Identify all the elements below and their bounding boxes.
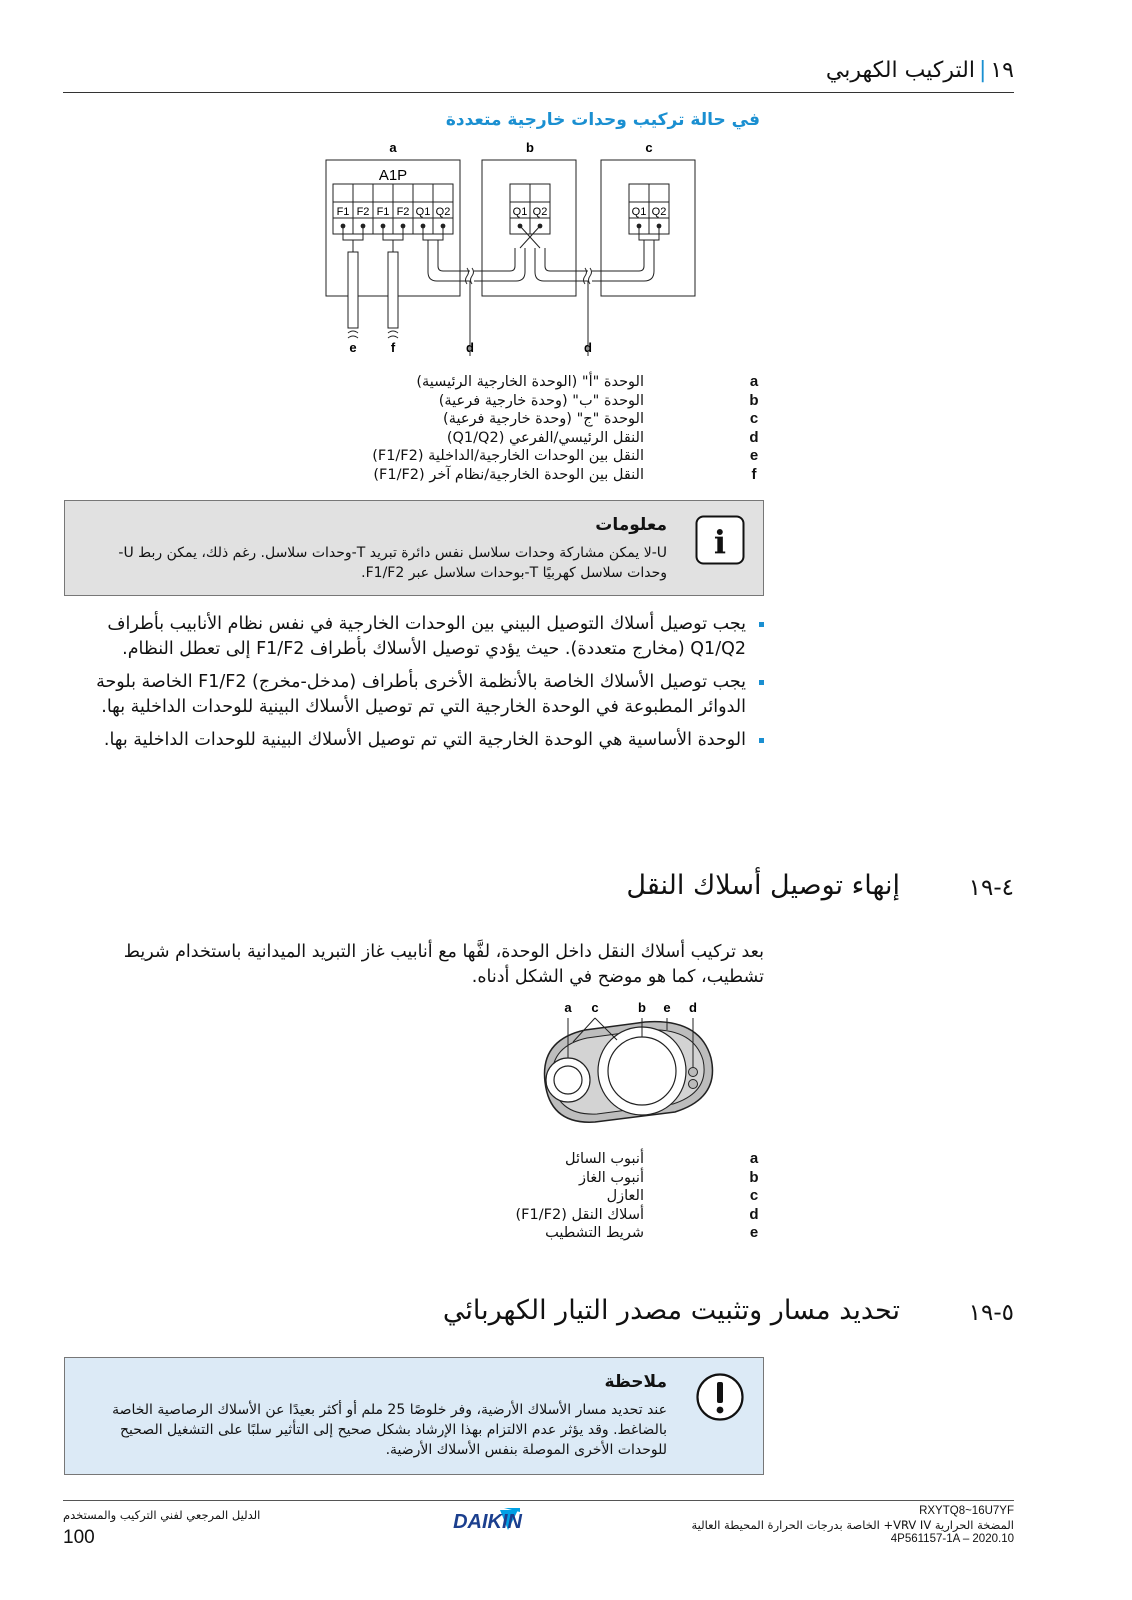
terminal-label: Q1 bbox=[512, 206, 528, 218]
legend-key: f bbox=[751, 465, 757, 483]
legend-key: a bbox=[749, 1150, 759, 1167]
legend-row bbox=[372, 392, 764, 411]
legend-key: b bbox=[749, 391, 759, 409]
legend-key: d bbox=[749, 428, 759, 446]
legend-text: شريط التشطيب bbox=[545, 1225, 644, 1241]
section-5-number: ٥-١٩ bbox=[968, 1300, 1014, 1326]
legend-text: الوحدة "أ" (الوحدة الخارجية الرئيسية) bbox=[416, 374, 644, 390]
footer-product-info bbox=[692, 1504, 1015, 1546]
unit-b-box bbox=[482, 160, 576, 296]
terminal-label: Q2 bbox=[435, 206, 451, 218]
section-4-paragraph: بعد تركيب أسلاك النقل داخل الوحدة، لفَّها مع أنابيب غاز التبريد الميدانية باستخدام شريط تشطيب، كما هو موضح في الشكل أدناه. bbox=[123, 942, 764, 987]
daikin-logo bbox=[453, 1508, 610, 1534]
pipe-label-a: a bbox=[564, 1000, 572, 1015]
terminal-label: F2 bbox=[356, 206, 370, 218]
legend-text: النقل بين الوحدات الخارجية/الداخلية (F1/F2) bbox=[372, 448, 644, 464]
wiring-diagram bbox=[320, 140, 720, 365]
svg-text:i: i bbox=[713, 523, 727, 561]
pipe-label-d: d bbox=[689, 1000, 697, 1015]
header-rule bbox=[63, 92, 1014, 93]
bullet-item: يجب توصيل الأسلاك الخاصة بالأنظمة الأخرى بأطراف (مدخل-مخرج) F1/F2 الخاصة بلوحة الدوائر المطبوعة في الوحدة الخارجية التي تم توصيل الأسلاك البينية للوحدات الداخلية بها. bbox=[80, 670, 764, 720]
footer-doc-code: 4P561157-1A – 2020.10 bbox=[890, 1533, 1014, 1545]
bullet-item: يجب توصيل أسلاك التوصيل البيني بين الوحدات الخارجية في نفس نظام الأنابيب بأطراف Q1/Q2 (مخارج متعددة). حيث يؤدي توصيل الأسلاك بأطراف F1/F2 إلى تعطل النظام. bbox=[80, 612, 764, 662]
section-4-number: ٤-١٩ bbox=[968, 875, 1014, 901]
terminal-label: F2 bbox=[396, 206, 410, 218]
legend-row bbox=[516, 1187, 765, 1206]
section-5-title: تحديد مسار وتثبيت مصدر التيار الكهربائي bbox=[442, 1295, 900, 1326]
terminal-label: Q1 bbox=[415, 206, 431, 218]
chapter-number: ١٩ bbox=[990, 58, 1014, 83]
legend-row bbox=[516, 1169, 765, 1188]
diagram-label-f: f bbox=[390, 340, 396, 355]
legend-key: c bbox=[749, 410, 759, 427]
page-header bbox=[826, 58, 1014, 83]
diagram-label-d2: d bbox=[584, 340, 592, 355]
info-box bbox=[64, 500, 764, 596]
pipe-bundle-diagram bbox=[525, 1000, 725, 1140]
legend-key: d bbox=[749, 1205, 759, 1223]
legend-text: الوحدة "ج" (وحدة خارجية فرعية) bbox=[443, 411, 644, 427]
info-title: معلومات bbox=[595, 515, 667, 535]
legend-text: النقل الرئيسي/الفرعي (Q1/Q2) bbox=[446, 429, 644, 446]
legend-row bbox=[372, 410, 764, 429]
note-box bbox=[64, 1357, 764, 1475]
legend-row bbox=[516, 1150, 765, 1169]
terminal-label: Q2 bbox=[651, 206, 667, 218]
chapter-title: التركيب الكهربي bbox=[825, 58, 975, 83]
legend-row bbox=[372, 373, 764, 392]
legend-key: a bbox=[749, 373, 759, 390]
unit-c-box bbox=[601, 160, 695, 296]
pcb-label: A1P bbox=[378, 167, 408, 184]
legend-text: أنبوب السائل bbox=[564, 1151, 644, 1167]
legend-text: الوحدة "ب" (وحدة خارجية فرعية) bbox=[438, 392, 644, 409]
pipe-label-b: b bbox=[638, 1000, 646, 1015]
diagram-label-e: e bbox=[349, 340, 357, 355]
legend-row bbox=[372, 447, 764, 466]
footer-rule bbox=[63, 1500, 1014, 1501]
legend-row bbox=[516, 1206, 765, 1225]
pipe-label-c: c bbox=[591, 1000, 599, 1015]
page-number: 100 bbox=[63, 1527, 95, 1548]
diagram-label-d1: d bbox=[466, 340, 474, 355]
footer-model: RXYTQ8~16U7YF bbox=[919, 1505, 1014, 1517]
diagram-label-b: b bbox=[526, 140, 534, 155]
wiring-legend bbox=[372, 373, 764, 484]
legend-text: أسلاك النقل (F1/F2) bbox=[515, 1206, 644, 1223]
bullet-item: الوحدة الأساسية هي الوحدة الخارجية التي تم توصيل الأسلاك البينية للوحدات الداخلية بها. bbox=[80, 728, 764, 753]
legend-row bbox=[372, 429, 764, 448]
terminal-label: F1 bbox=[376, 206, 390, 218]
note-text: عند تحديد مسار الأسلاك الأرضية، وفر خلوصًا 25 ملم أو أكثر بعيدًا عن الأسلاك الرصاصية الخاصة بالضاغط. وقد يؤثر عدم الالتزام بهذا الإرشاد بشكل صحيح إلى التأثير سلبًا على التشغيل الصحيح للوحدات الأخرى الموصلة بنفس الأسلاك الأرضية. bbox=[112, 1402, 667, 1458]
diagram-label-a: a bbox=[389, 140, 397, 155]
legend-key: e bbox=[749, 447, 759, 464]
footer-description: المضخة الحرارية VRV IV+ الخاصة بدرجات الحرارة المحيطة العالية bbox=[691, 1518, 1014, 1532]
multi-outdoor-title: في حالة تركيب وحدات خارجية متعددة bbox=[445, 110, 760, 130]
legend-key: b bbox=[749, 1168, 759, 1186]
section-4-title: إنهاء توصيل أسلاك النقل bbox=[626, 870, 900, 901]
bullet-list bbox=[80, 612, 764, 761]
note-title: ملاحظة bbox=[604, 1372, 667, 1392]
legend-text: أنبوب الغاز bbox=[578, 1169, 644, 1186]
diagram-label-c: c bbox=[645, 140, 653, 155]
legend-key: c bbox=[749, 1187, 759, 1204]
legend-row bbox=[516, 1224, 765, 1243]
legend-text: النقل بين الوحدة الخارجية/نظام آخر (F1/F2) bbox=[373, 466, 644, 483]
info-icon bbox=[695, 515, 745, 565]
warning-icon bbox=[695, 1372, 745, 1422]
footer-manual-title: الدليل المرجعي لفني التركيب والمستخدم bbox=[63, 1508, 261, 1522]
terminal-label: Q2 bbox=[532, 206, 548, 218]
legend-key: e bbox=[749, 1224, 759, 1241]
pipe-label-e: e bbox=[663, 1000, 671, 1015]
header-separator: | bbox=[978, 58, 987, 83]
svg-text:DAIKIN: DAIKIN bbox=[453, 1511, 522, 1533]
terminal-label: F1 bbox=[336, 206, 350, 218]
pipe-legend bbox=[516, 1150, 765, 1243]
info-text: U-لا يمكن مشاركة وحدات سلاسل نفس دائرة تبريد T-وحدات سلاسل. رغم ذلك، يمكن ربط U-وحدات سلاسل كهربيًا T-بوحدات سلاسل عبر F1/F2. bbox=[118, 545, 667, 581]
legend-row bbox=[372, 466, 764, 485]
legend-text: العازل bbox=[606, 1188, 644, 1204]
terminal-label: Q1 bbox=[631, 206, 647, 218]
